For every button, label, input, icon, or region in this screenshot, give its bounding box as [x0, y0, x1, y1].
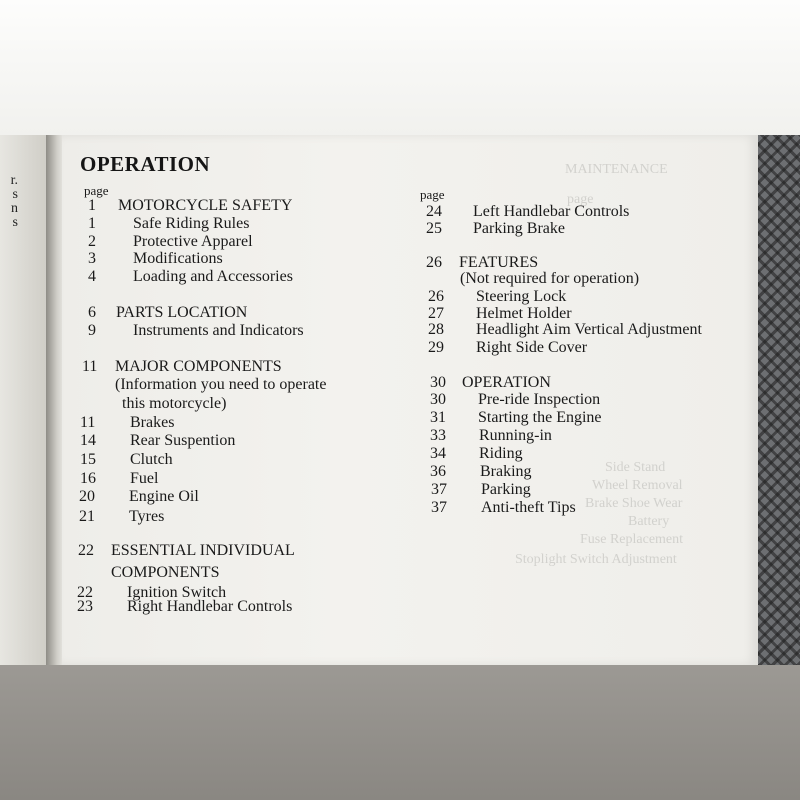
- toc-page-number: 20: [79, 488, 95, 505]
- toc-page-number: 29: [428, 339, 444, 356]
- toc-page-number: 11: [80, 414, 96, 431]
- toc-entry-label: Right Side Cover: [476, 339, 588, 356]
- toc-entry-label: Parking: [481, 481, 531, 498]
- toc-entry-label: Riding: [479, 445, 523, 462]
- metal-mesh-background: [755, 135, 800, 665]
- toc-entry-label: Pre-ride Inspection: [478, 391, 601, 408]
- background-bottom: [0, 665, 800, 800]
- toc-entry-label: Brakes: [130, 414, 175, 431]
- toc-page-number: 1: [88, 197, 96, 214]
- toc-page-number: 34: [430, 445, 446, 462]
- toc-entry-label: Steering Lock: [476, 288, 567, 305]
- toc-page-number: 3: [88, 250, 96, 267]
- toc-page-number: 22: [78, 542, 94, 559]
- toc-page-number: 2: [88, 233, 96, 250]
- page-title: OPERATION: [80, 152, 211, 176]
- toc-entry-label: Braking: [480, 463, 532, 480]
- toc-entry-label: Engine Oil: [129, 488, 199, 505]
- show-through-line: Wheel Removal: [592, 478, 683, 493]
- toc-page-number: 14: [80, 432, 96, 449]
- toc-entry-label: Modifications: [133, 250, 223, 267]
- background-top: [0, 0, 800, 135]
- toc-entry-label: Ignition Switch: [127, 584, 227, 601]
- toc-page-number: 6: [88, 304, 96, 321]
- toc-entry-label: Anti-theft Tips: [481, 499, 576, 516]
- toc-page-number: 22: [77, 584, 93, 601]
- show-through-line: Side Stand: [605, 460, 666, 475]
- toc-entry-label: (Not required for operation): [460, 270, 640, 287]
- toc-page-number: 15: [80, 451, 96, 468]
- toc-page-number: 21: [79, 508, 95, 525]
- toc-entry-label: Starting the Engine: [478, 409, 602, 426]
- toc-entry-label: MAJOR COMPONENTS: [115, 358, 282, 375]
- toc-entry-label: MOTORCYCLE SAFETY: [118, 197, 293, 214]
- toc-entry-label: COMPONENTS: [111, 564, 220, 581]
- toc-page-number: 16: [80, 470, 96, 487]
- toc-entry-label: Running-in: [479, 427, 552, 444]
- column-label-right: page: [420, 187, 445, 202]
- toc-entry-label: Fuel: [130, 470, 159, 487]
- left-page-text-fragment: s: [12, 187, 18, 202]
- left-page-text-fragment: n: [11, 201, 18, 216]
- toc-entry-label: OPERATION: [462, 374, 551, 391]
- toc-entry-label: ESSENTIAL INDIVIDUAL: [111, 542, 295, 559]
- toc-entry-label: Clutch: [130, 451, 173, 468]
- toc-entry-label: Right Handlebar Controls: [127, 598, 293, 615]
- show-through-line: Battery: [628, 514, 670, 529]
- toc-page-number: 24: [426, 203, 442, 220]
- left-page-text-fragment: s: [12, 215, 18, 230]
- toc-page-number: 26: [426, 254, 442, 271]
- toc-page-number: 28: [428, 321, 444, 338]
- toc-page-number: 37: [431, 499, 447, 516]
- toc-entry-label: Rear Suspention: [130, 432, 236, 449]
- toc-entry-label: Instruments and Indicators: [133, 322, 304, 339]
- left-page-edge: [0, 135, 48, 665]
- toc-entry-label: Left Handlebar Controls: [473, 203, 630, 220]
- toc-page-number: 4: [88, 268, 96, 285]
- toc-page-number: 26: [428, 288, 444, 305]
- toc-entry-label: (Information you need to operate: [115, 376, 327, 393]
- toc-page-number: 37: [431, 481, 447, 498]
- column-label-left: page: [84, 183, 109, 198]
- toc-page-number: 11: [82, 358, 98, 375]
- toc-page-number: 31: [430, 409, 446, 426]
- toc-entry-label: Tyres: [129, 508, 165, 525]
- toc-page-number: 30: [430, 391, 446, 408]
- toc-entry-label: Parking Brake: [473, 220, 565, 237]
- toc-page-number: 36: [430, 463, 446, 480]
- toc-page-number: 30: [430, 374, 446, 391]
- toc-entry-label: this motorcycle): [122, 395, 227, 412]
- toc-entry-label: Safe Riding Rules: [133, 215, 250, 232]
- toc-page-number: 9: [88, 322, 96, 339]
- toc-page-number: 25: [426, 220, 442, 237]
- toc-entry-label: PARTS LOCATION: [116, 304, 248, 321]
- toc-page-number: 23: [77, 598, 93, 615]
- toc-entry-label: Loading and Accessories: [133, 268, 293, 285]
- toc-page-number: 1: [88, 215, 96, 232]
- toc-page-number: 27: [428, 305, 444, 322]
- show-through-line: page: [567, 192, 594, 207]
- show-through-line: Brake Shoe Wear: [585, 496, 683, 511]
- toc-page-number: 33: [430, 427, 446, 444]
- show-through-line: Fuse Replacement: [580, 532, 684, 547]
- toc-entry-label: Helmet Holder: [476, 305, 572, 322]
- toc-entry-label: Protective Apparel: [133, 233, 253, 250]
- show-through-line: Stoplight Switch Adjustment: [515, 552, 677, 567]
- toc-entry-label: FEATURES: [459, 254, 539, 271]
- toc-entry-label: Headlight Aim Vertical Adjustment: [476, 321, 702, 338]
- left-page-text-fragment: r.: [10, 173, 18, 188]
- show-through-line: MAINTENANCE: [565, 162, 668, 177]
